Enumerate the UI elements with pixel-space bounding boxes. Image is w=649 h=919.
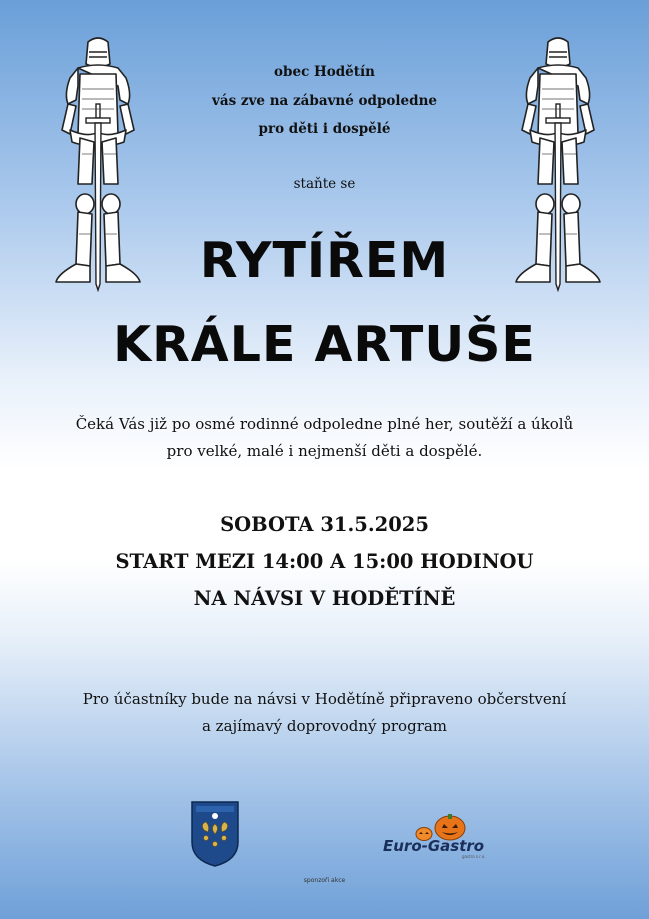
invitation-line: vás zve na zábavné odpoledne bbox=[212, 93, 437, 109]
become-line: staňte se bbox=[293, 176, 356, 192]
event-date: SOBOTA 31.5.2025 bbox=[220, 513, 429, 536]
village-name: obec Hodětín bbox=[274, 64, 375, 80]
info-line-2: a zajímavý doprovodný program bbox=[201, 717, 448, 735]
title-line-1: RYTÍŘEM bbox=[199, 232, 450, 289]
title-line-2: KRÁLE ARTUŠE bbox=[113, 316, 536, 373]
sponsor-caption: sponzoři akce bbox=[303, 877, 346, 884]
sponsor-logo bbox=[382, 812, 492, 860]
sponsor-logo-subtext: gastro s.r.o. bbox=[462, 854, 486, 859]
sponsor-logo-text: Euro-Gastro bbox=[383, 837, 485, 855]
audience-line: pro děti i dospělé bbox=[258, 121, 391, 137]
description-line-1: Čeká Vás již po osmé rodinné odpoledne plné her, soutěží a úkolů bbox=[75, 415, 574, 433]
event-time: START MEZI 14:00 A 15:00 HODINOU bbox=[115, 550, 534, 573]
event-place: NA NÁVSI V HODĚTÍNĚ bbox=[193, 587, 456, 610]
description-line-2: pro velké, malé i nejmenší děti a dospělé. bbox=[166, 442, 483, 460]
village-coat-of-arms bbox=[190, 800, 240, 867]
info-line-1: Pro účastníky bude na návsi v Hodětíně připraveno občerstvení bbox=[82, 690, 567, 708]
